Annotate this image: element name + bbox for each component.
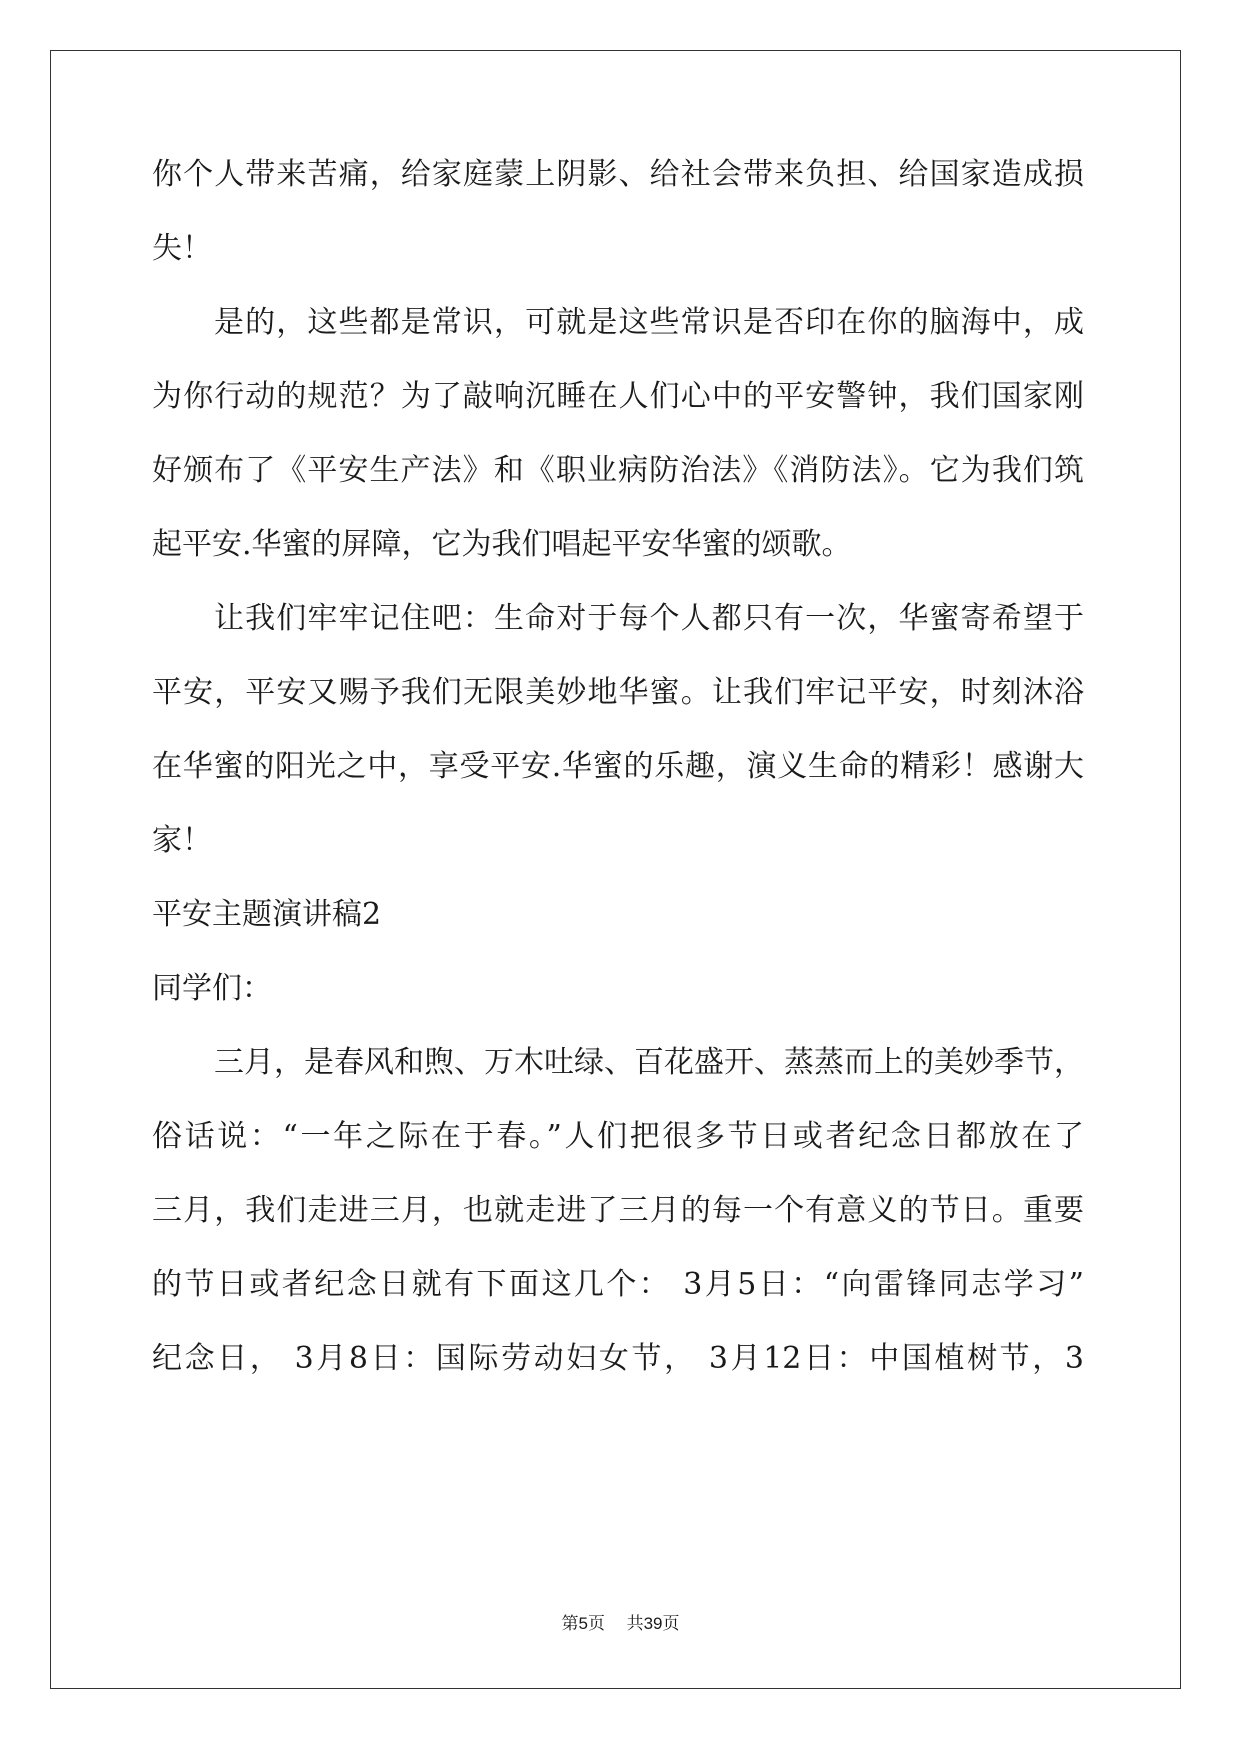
footer-total-pages: 39 [643, 1614, 663, 1633]
footer-page-number: 5 [578, 1614, 588, 1633]
text-line: 好颁布了《平安生产法》和《职业病防治法》《消防法》。它为我们筑 [152, 453, 1084, 488]
text-line: 纪念日， 3月8日：国际劳动妇女节， 3月12日：中国植树节，3 [152, 1341, 1084, 1376]
footer-page-suffix: 页 [587, 1614, 605, 1634]
footer-page-prefix: 第 [561, 1614, 579, 1634]
text-line: 你个人带来苦痛，给家庭蒙上阴影、给社会带来负担、给国家造成损 [152, 157, 1084, 192]
section-heading: 平安主题演讲稿2 [152, 897, 382, 932]
page-border [50, 50, 1181, 1689]
paragraph-start-line: 三月，是春风和煦、万木吐绿、百花盛开、蒸蒸而上的美妙季节， [214, 1045, 1084, 1080]
text-line: 在华蜜的阳光之中，享受平安.华蜜的乐趣，演义生命的精彩！感谢大 [152, 749, 1084, 784]
footer-total-prefix: 共 [626, 1614, 644, 1634]
text-line: 平安，平安又赐予我们无限美妙地华蜜。让我们牢记平安，时刻沐浴 [152, 675, 1084, 710]
text-line: 为你行动的规范？为了敲响沉睡在人们心中的平安警钟，我们国家刚 [152, 379, 1084, 414]
paragraph-start-line: 让我们牢牢记住吧：生命对于每个人都只有一次，华蜜寄希望于 [214, 601, 1084, 636]
text-line: 的节日或者纪念日就有下面这几个： 3月5日：“向雷锋同志学习” [152, 1267, 1084, 1302]
text-line: 俗话说：“一年之际在于春。”人们把很多节日或者纪念日都放在了 [152, 1119, 1084, 1154]
footer-total-suffix: 页 [662, 1614, 680, 1634]
page-footer [0, 1613, 1241, 1635]
salutation: 同学们： [152, 971, 272, 1006]
text-line: 家！ [152, 823, 212, 858]
text-line: 失！ [152, 231, 212, 266]
paragraph-start-line: 是的，这些都是常识，可就是这些常识是否印在你的脑海中，成 [214, 305, 1084, 340]
text-line: 起平安.华蜜的屏障，它为我们唱起平安华蜜的颂歌。 [152, 527, 852, 562]
text-line: 三月，我们走进三月，也就走进了三月的每一个有意义的节日。重要 [152, 1193, 1084, 1228]
